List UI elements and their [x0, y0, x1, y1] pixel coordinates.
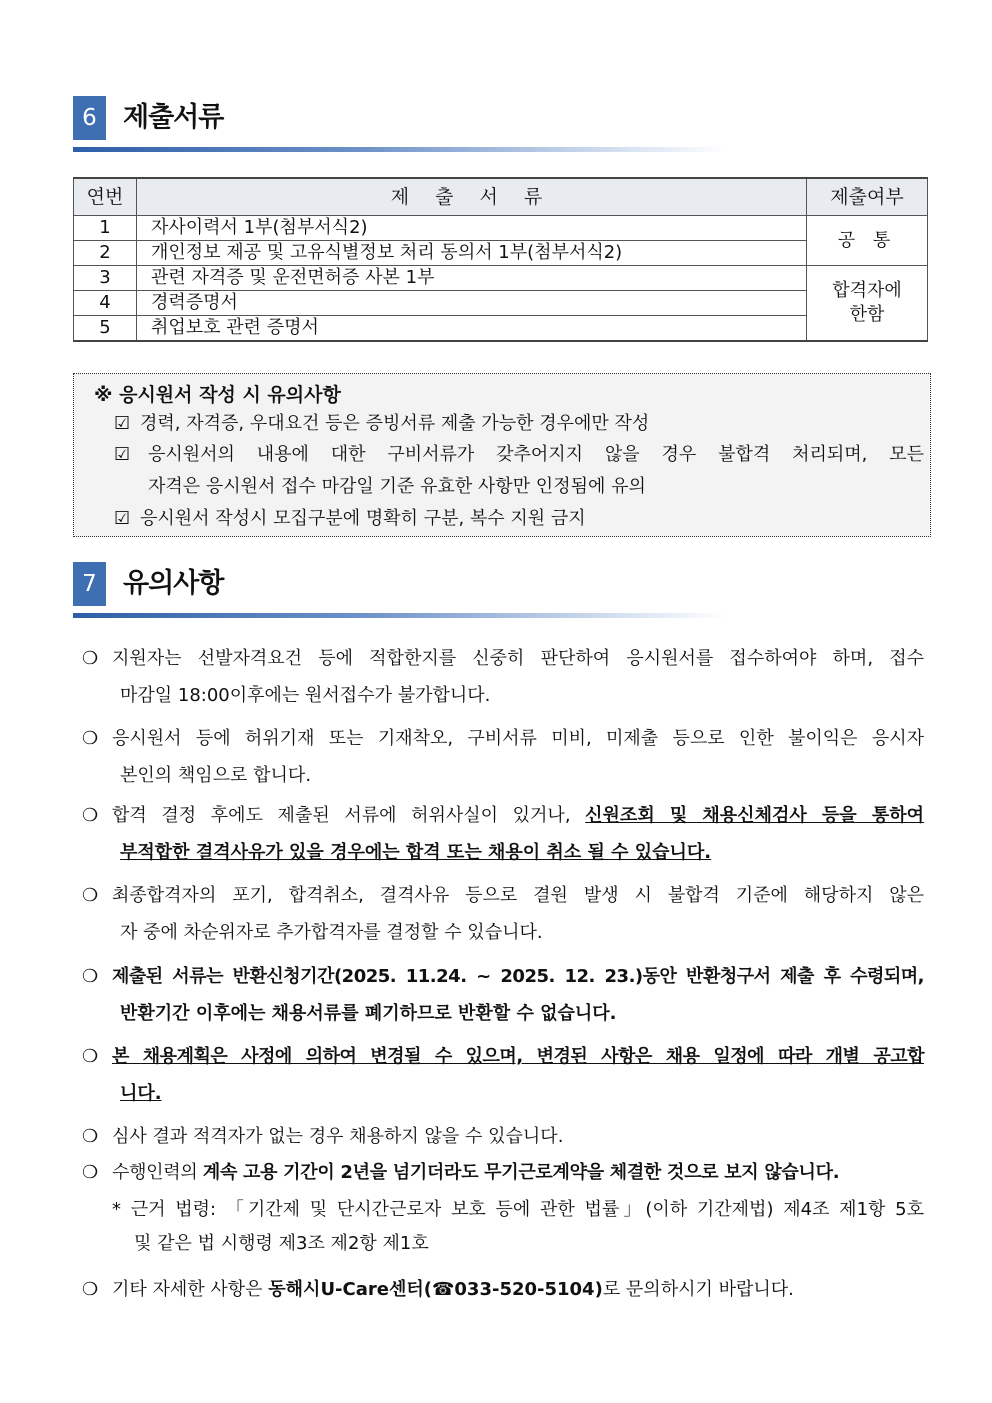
submit-passed-line1: 합격자에	[832, 280, 902, 301]
section-rule	[73, 147, 728, 152]
row-no: 5	[74, 316, 137, 342]
header-no: 연번	[74, 178, 137, 216]
circle-bullet-icon: ❍	[82, 805, 99, 826]
checkbox-icon: ☑	[114, 444, 131, 465]
section-number: 6	[73, 96, 106, 140]
documents-table	[73, 177, 928, 342]
circle-bullet-icon: ❍	[82, 1126, 99, 1147]
table-row	[74, 216, 928, 241]
list-item: ❍ 응시원서 등에 허위기재 또는 기재착오, 구비서류 미비, 미제출 등으로 인한 불이익은 응시자 본인의 책임으로 합니다.	[82, 720, 924, 794]
circle-bullet-icon: ❍	[82, 1162, 99, 1183]
table-header-row	[74, 178, 928, 216]
row-no: 3	[74, 266, 137, 291]
notice-line-3: ☑ 응시원서 작성시 모집구분에 명확히 구분, 복수 지원 금지	[114, 504, 586, 534]
list-item: ❍ 합격 결정 후에도 제출된 서류에 허위사실이 있거나, 신원조회 및 채용신체검사 등을 통하여 부적합한 결격사유가 있을 경우에는 합격 또는 채용이 취소 될 수 있습니다.	[82, 797, 924, 871]
list-item: ❍ 본 채용계획은 사정에 의하여 변경될 수 있으며, 변경된 사항은 채용 일정에 따라 개별 공고합 니다.	[82, 1038, 924, 1112]
notice-line-2b: 자격은 응시원서 접수 마감일 기준 유효한 사항만 인정됨에 유의	[148, 476, 646, 497]
row-doc: 취업보호 관련 증명서	[137, 316, 807, 342]
circle-bullet-icon: ❍	[82, 966, 99, 987]
circle-bullet-icon: ❍	[82, 885, 99, 906]
submit-common: 공 통	[807, 216, 928, 266]
row-doc: 자사이력서 1부(첨부서식2)	[137, 216, 807, 241]
row-doc: 경력증명서	[137, 291, 807, 316]
notice-box	[73, 373, 931, 537]
list-item: ❍ 기타 자세한 사항은 동해시U-Care센터(☎033-520-5104)로 문의하시기 바랍니다.	[82, 1271, 924, 1308]
list-item: ❍ 수행인력의 계속 고용 기간이 2년을 넘기더라도 무기근로계약을 체결한 것으로 보지 않습니다.	[82, 1154, 924, 1191]
submit-passed	[807, 266, 928, 342]
notice-title: ※ 응시원서 작성 시 유의사항	[94, 384, 341, 406]
circle-bullet-icon: ❍	[82, 1046, 99, 1067]
list-item: ❍ 제출된 서류는 반환신청기간(2025. 11.24. ~ 2025. 12. 23.)동안 반환청구서 제출 후 수령되며, 반환기간 이후에는 채용서류를 폐기하므로 반환할 수 없습니다.	[82, 958, 924, 1032]
row-no: 2	[74, 241, 137, 266]
row-no: 1	[74, 216, 137, 241]
circle-bullet-icon: ❍	[82, 728, 99, 749]
section-title: 유의사항	[123, 568, 224, 599]
section-number: 7	[73, 562, 106, 606]
section-7-header	[73, 562, 933, 608]
row-doc: 개인정보 제공 및 고유식별정보 처리 동의서 1부(첨부서식2)	[137, 241, 807, 266]
list-item: ❍ 지원자는 선발자격요건 등에 적합한지를 신중히 판단하여 응시원서를 접수하여야 하며, 접수 마감일 18:00이후에는 원서접수가 불가합니다.	[82, 640, 924, 714]
section-6-header	[73, 96, 933, 142]
section-rule	[73, 613, 728, 618]
table-row	[74, 316, 928, 342]
table-row	[74, 241, 928, 266]
list-item: ❍ 심사 결과 적격자가 없는 경우 채용하지 않을 수 있습니다.	[82, 1118, 924, 1155]
notice-line-1: ☑ 경력, 자격증, 우대요건 등은 증빙서류 제출 가능한 경우에만 작성	[114, 409, 649, 439]
circle-bullet-icon: ❍	[82, 648, 99, 669]
section-title: 제출서류	[123, 102, 224, 133]
notice-line-2: ☑ 응시원서의 내용에 대한 구비서류가 갖추어지지 않을 경우 불합격 처리되며, 모든	[114, 440, 924, 470]
law-note-cont: 및 같은 법 시행령 제3조 제2항 제1호	[134, 1233, 429, 1254]
header-doc: 제 출 서 류	[137, 178, 807, 216]
submit-passed-line2: 한함	[849, 304, 885, 325]
table-row	[74, 266, 928, 291]
row-no: 4	[74, 291, 137, 316]
checkbox-icon: ☑	[114, 508, 131, 529]
law-note: * 근거 법령: 「기간제 및 단시간근로자 보호 등에 관한 법률」(이하 기간제법) 제4조 제1항 5호	[112, 1199, 924, 1220]
row-doc: 관련 자격증 및 운전면허증 사본 1부	[137, 266, 807, 291]
checkbox-icon: ☑	[114, 413, 131, 434]
header-submit: 제출여부	[807, 178, 928, 216]
list-item: ❍ 최종합격자의 포기, 합격취소, 결격사유 등으로 결원 발생 시 불합격 기준에 해당하지 않은 자 중에 차순위자로 추가합격자를 결정할 수 있습니다.	[82, 877, 924, 951]
circle-bullet-icon: ❍	[82, 1279, 99, 1300]
table-row	[74, 291, 928, 316]
